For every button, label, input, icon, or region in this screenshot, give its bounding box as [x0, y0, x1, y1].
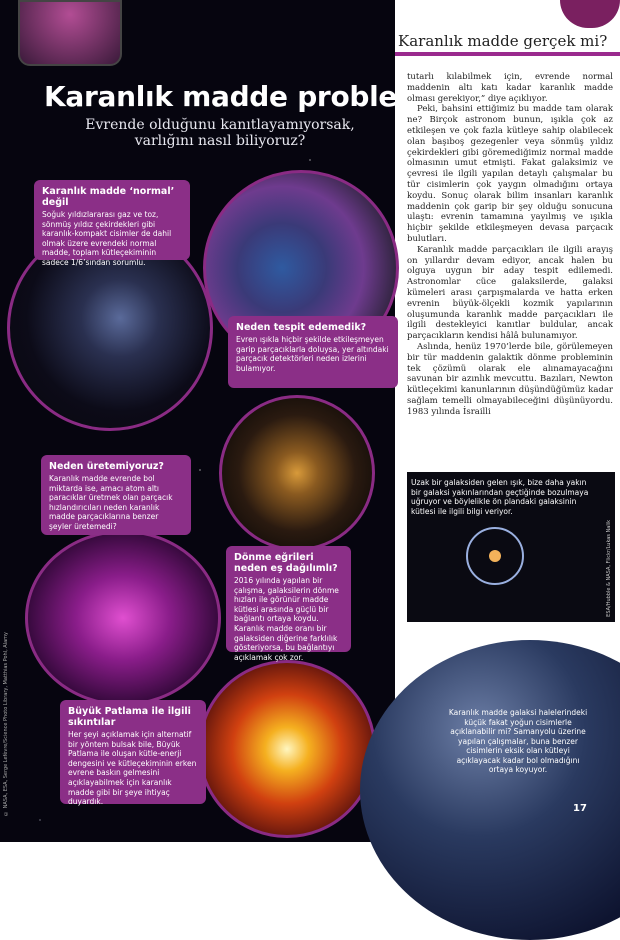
planet-caption: Karanlık madde galaksi halelerindeki küçük fakat yoğun cisimlerle açıklanabilir mi? Samanyolu üzerine yapılan çalışmalar, buna benzer cisimlerin eksik olan kütleyi açıklayacak kadar bol olmadığını ortaya koyuyor.: [448, 708, 588, 774]
info-box-body: Her şeyi açıklamak için alternatif bir yöntem bulsak bile, Büyük Patlama ile oluşan kütle-enerji dengesini ve kütleçekiminin erken evrene baskın gelmesini açıklayabilmek için karanlık madde gibi bir şeye ihtiyaç duyardık.: [68, 730, 197, 807]
lensing-credit: ESA/Hubble & NASA, Flickr/Lukas Nalik: [606, 520, 612, 617]
info-box-heading: Büyük Patlama ile ilgili sıkıntılar: [68, 706, 191, 728]
info-box-detection: [228, 316, 398, 388]
big-bang-image: [198, 660, 376, 838]
info-box-body: Karanlık madde evrende bol miktarda ise, amacı atom altı paracıklar üretmek olan parçacık hızlandırıcıları neden karanlık madde parçacıklarına benzer şeyler üretemedi?: [49, 474, 173, 531]
info-box-body: Soğuk yıldızlararası gaz ve toz, sönmüş yıldız çekirdekleri gibi karanlık-kompakt cisimler de dahil olmak üzere evrendeki normal madde, toplam kütleçekiminin sadece 1/6’sından sorumlu.: [42, 210, 172, 267]
header-accent-bar: [395, 52, 620, 56]
image-credits: © NASA, ESA, Serge Lefèvre/Science Photo Library, Matthias Pohl, Alamy: [3, 632, 9, 816]
info-box-rotation-curves: [226, 546, 351, 662]
top-image-thumbnail: [18, 0, 122, 66]
section-header: Karanlık madde gerçek mi?: [398, 32, 608, 50]
info-box-heading: Neden üretemiyoruz?: [49, 461, 164, 472]
info-box-heading: Neden tespit edemedik?: [236, 322, 367, 333]
article-body: [407, 72, 613, 418]
page-number: 17: [573, 803, 587, 814]
info-box-big-bang: [60, 700, 206, 807]
galaxy-cluster-image: [219, 395, 375, 551]
info-box-body: Evren ışıkla hiçbir şekilde etkileşmeyen garip parçacıklarla doluysa, yer altındaki parçacık detektörleri neden izlerini bulamıyor.: [236, 335, 389, 373]
info-box-heading: Karanlık madde ‘normal’ değil: [42, 186, 175, 208]
article-paragraph: Karanlık madde parçacıkları ile ilgili arayış on yıllardır devam ediyor, ancak halen bu olguya uygun bir aday tespit edilemedi. Astronomlar cüce galaksilerde, galaksi kümeleri arası çarpışmalarda ve hatta erken evrenin büyük-ölçekli kozmik yapılarının oluşumunda karanlık madde parçacıkları ile ilgili destekleyici kanıtlar buldular, ancak parçacıkların kendisi hâlâ bulunamıyor.: [407, 244, 613, 342]
info-box-body: 2016 yılında yapılan bir çalışma, galaksilerin dönme hızları ile görünür madde kütlesi arasında güçlü bir bağlantı ortaya koydu. Karanlık madde oranı bir galaksiden diğerine farklılık gösteriyorsa, bu bağlantıyı açıklamak çok zor.: [234, 576, 339, 662]
article-paragraph: Peki, bahsini ettiğimiz bu madde tam olarak ne? Birçok astronom bunun, ışıkla çok az etkileşen ve çok fazla kütleye sahip olabilecek olan başıboş gezegenler veya sönmüş yıldız çekirdekleri gibi göremediğimiz normal madde olmasının umut etmişti. Fakat galaksimiz ve çevresi ile ilgili yapılan detaylı çalışmalar bu tür cisimlerin çok yaygın olmadığını ortaya koydu. Sonuç olarak bilim insanları karanlık maddenin çok garip bir şey olduğu sonucuna ulaştı: evrenin tamamına yayılmış ve ışıkla hiçbir şekilde etkileşmeyen devasa parçacık bulutları.: [407, 104, 613, 244]
info-box-production: [41, 455, 191, 535]
page-title: Karanlık madde problemi: [44, 80, 436, 113]
lensing-caption: Uzak bir galaksiden gelen ışık, bize daha yakın bir galaksi yakınlarından geçtiğinde bozulmaya uğruyor ve böylelikle ön plandaki galaksinin kütlesi ile ilgili bilgi veriyor.: [411, 478, 589, 516]
foreground-galaxy: [489, 550, 501, 562]
info-box-normal: [34, 180, 190, 267]
particle-collision-image: [25, 530, 221, 706]
info-box-heading: Dönme eğrileri neden eş dağılımlı?: [234, 552, 338, 574]
page-subtitle: Evrende olduğunu kanıtlayamıyorsak, varlığını nasıl biliyoruz?: [85, 117, 355, 149]
article-paragraph: Aslında, henüz 1970’lerde bile, görülemeyen bir tür maddenin galaktik dönme probleminin tek çözümü olarak ele alınamayacağını savunan bir azınlık mevcuttu. Bazıları, Newton kütleçekimi kanunlarının düşündüğümüz kadar sağlam temelli olmayabileceğini düşünüyordu. 1983 yılında İsrailli: [407, 341, 613, 417]
article-paragraph: tutarlı kılabilmek için, evrende normal maddenin altı katı kadar karanlık madde olması gerekiyor,” diye açıklıyor.: [407, 72, 613, 104]
